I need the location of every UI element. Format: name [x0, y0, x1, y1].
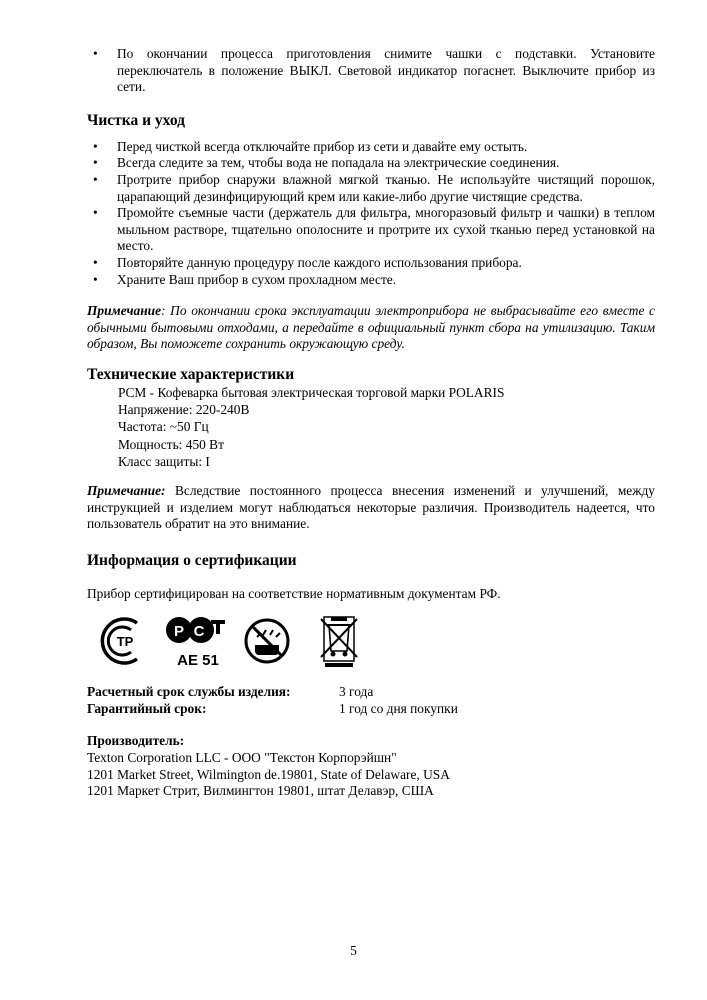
bullet-icon: •	[93, 254, 98, 270]
term-label: Расчетный срок службы изделия:	[87, 684, 291, 700]
list-item: • Храните Ваш прибор в сухом прохладном месте.	[93, 271, 397, 287]
care-list	[87, 139, 655, 288]
list-item: • Протрите прибор снаружи влажной мягкой тканью. Не используйте чистящий порошок, царапающий дезинфицирующий крем или какие-либо другие чистящие средства.	[93, 171, 655, 204]
note-label: Примечание:	[87, 482, 166, 498]
rst-mark-icon	[163, 612, 233, 670]
no-dishwasher-icon	[243, 617, 291, 665]
bullet-icon: •	[93, 46, 98, 61]
weee-bin-icon	[315, 613, 365, 669]
list-item: • По окончании процесса приготовления снимите чашки с подставки. Установите переключатель в положение ВЫКЛ. Световой индикатор погаснет. Выключите прибор из сети.	[93, 46, 655, 95]
spec-line: PCM - Кофеварка бытовая электрическая торговой марки POLARIS	[118, 384, 505, 400]
manufacturer-line: 1201 Market Street, Wilmington de.19801, State of Delaware, USA	[87, 766, 450, 782]
note-text: Вследствие постоянного процесса внесения изменений и улучшений, между инструкцией и изделием могут наблюдаться некоторые различия. Производитель надеется, что пользователь обратит на это внимание.	[87, 482, 655, 532]
manufacturer-block	[87, 733, 655, 799]
list-item: • Перед чисткой всегда отключайте прибор из сети и давайте ему остыть.	[93, 138, 528, 154]
cert-logos	[93, 612, 655, 670]
spec-line: Частота: ~50 Гц	[118, 419, 209, 435]
eac-mark-icon	[93, 615, 153, 667]
note-label: Примечание	[87, 303, 162, 319]
list-item: • Повторяйте данную процедуру после каждого использования прибора.	[93, 254, 522, 270]
care-note	[87, 303, 655, 353]
page-number: 5	[350, 943, 357, 958]
specs-note	[87, 483, 655, 533]
section-title-care: Чистка и уход	[87, 111, 185, 129]
manufacturer-line: 1201 Маркет Стрит, Вилмингтон 19801, штат Делавэр, США	[87, 783, 434, 799]
term-label: Гарантийный срок:	[87, 700, 207, 716]
spec-line: Напряжение: 220-240В	[118, 402, 250, 418]
section-title-cert: Информация о сертификации	[87, 551, 297, 569]
spec-line: Класс защиты: I	[118, 453, 210, 469]
manufacturer-line: Texton Corporation LLC - ООО "Текстон Корпорэйшн"	[87, 750, 397, 766]
section-title-specs: Технические характеристики	[87, 365, 295, 383]
terms-table	[87, 684, 655, 717]
cert-text: Прибор сертифицирован на соответствие нормативным документам РФ.	[87, 585, 501, 601]
manufacturer-title: Производитель:	[87, 733, 185, 749]
spec-line: Мощность: 450 Вт	[118, 436, 224, 452]
bullet-icon: •	[93, 271, 98, 287]
list-item: • Промойте съемные части (держатель для фильтра, многоразовый фильтр и чашки) в теплом мыльном растворе, тщательно ополосните и протрите их сухой тканью перед установкой на место.	[93, 205, 655, 254]
document-page	[87, 46, 655, 800]
term-value: 1 год со дня покупки	[339, 700, 458, 716]
svg-text:С: С	[193, 623, 205, 641]
bullet-icon: •	[93, 155, 98, 171]
bullet-icon: •	[93, 205, 98, 221]
svg-text:Р: Р	[173, 623, 185, 641]
term-value: 3 года	[339, 684, 374, 700]
bullet-icon: •	[93, 171, 98, 187]
svg-text:ТР: ТР	[116, 634, 134, 650]
svg-text:AE 51: AE 51	[177, 652, 219, 670]
intro-list	[87, 46, 655, 96]
bullet-icon: •	[93, 138, 98, 154]
specs-list	[87, 384, 655, 470]
list-item: • Всегда следите за тем, чтобы вода не попадала на электрические соединения.	[93, 155, 560, 171]
note-text: : По окончании срока эксплуатации электроприбора не выбрасывайте его вместе с обычными бытовыми отходами, а передайте в официальный пункт сбора на утилизацию. Таким образом, Вы поможете сохранить окружающую среду.	[87, 303, 655, 352]
